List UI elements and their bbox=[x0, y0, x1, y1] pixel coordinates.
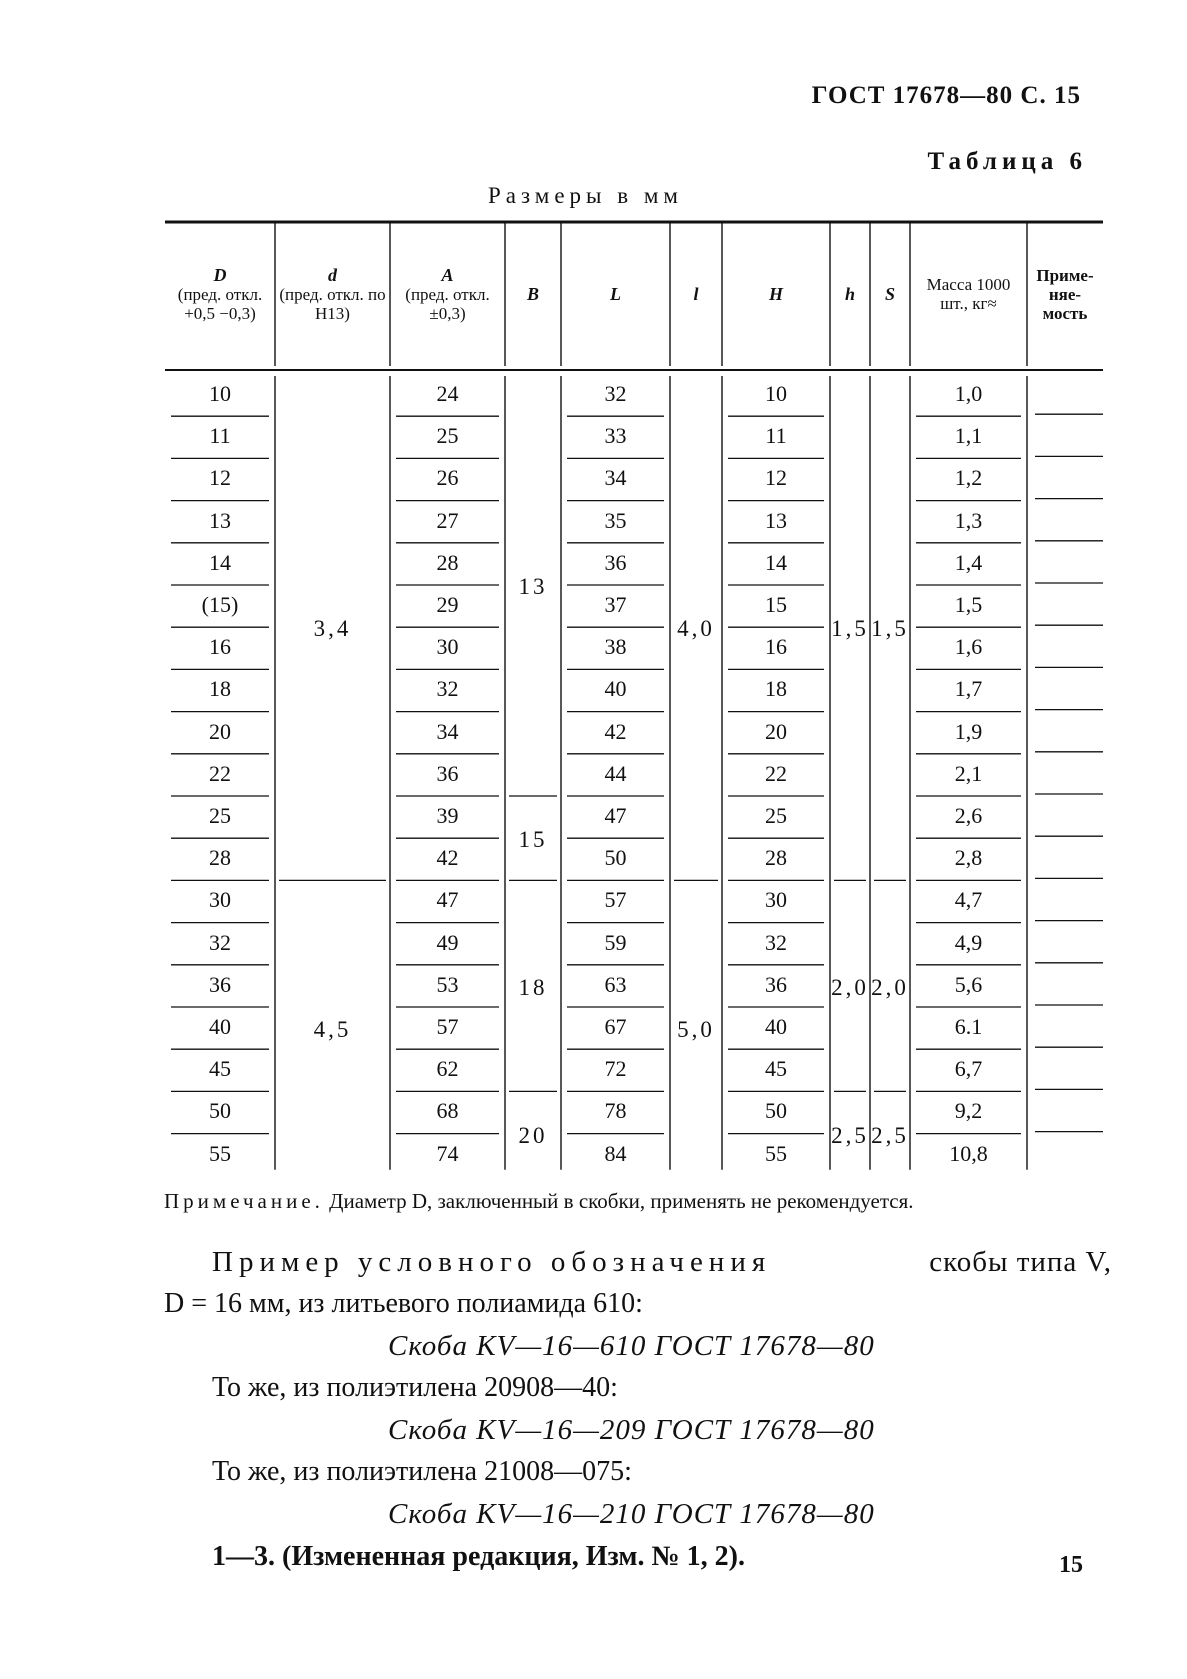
table-cell-D: 30 bbox=[209, 887, 231, 913]
header-d bbox=[275, 226, 390, 362]
header-S bbox=[870, 226, 910, 362]
header-symbol: S bbox=[884, 283, 895, 304]
table-cell-D: 12 bbox=[209, 465, 231, 491]
table-cell-H: 11 bbox=[765, 423, 787, 449]
table-cell-H: 13 bbox=[765, 507, 787, 533]
table-cell-H: 10 bbox=[765, 381, 787, 406]
merged-cell-S: 2,5 bbox=[871, 1122, 909, 1148]
table-cell-mass: 4,7 bbox=[954, 887, 983, 913]
table-cell-mass: 2,1 bbox=[954, 760, 983, 786]
example-intro-spaced: Пример условного обозначения bbox=[212, 1246, 772, 1278]
designation-1: Скоба KV—16—610 ГОСТ 17678—80 bbox=[388, 1330, 875, 1362]
units-label-text: Размеры в мм bbox=[488, 183, 683, 208]
table-cell-A: 74 bbox=[436, 1140, 459, 1166]
merged-cell-h: 2,0 bbox=[831, 974, 869, 1000]
table-cell-A: 53 bbox=[436, 971, 459, 997]
table-cell-mass: 1,9 bbox=[954, 718, 983, 744]
dimensions-table bbox=[165, 218, 1103, 1178]
table-cell-mass: 1,4 bbox=[954, 549, 983, 575]
merged-cell-l: 5,0 bbox=[677, 1017, 715, 1043]
table-cell-A: 36 bbox=[436, 760, 459, 786]
header-symbol: h bbox=[844, 283, 855, 304]
table-cell-A: 27 bbox=[436, 507, 459, 533]
table-note bbox=[164, 1186, 1112, 1216]
table-cell-mass: 6.1 bbox=[954, 1014, 983, 1039]
header-l bbox=[670, 226, 722, 362]
table-cell-L: 78 bbox=[604, 1098, 627, 1124]
header-subtitle: (пред. откл. по H13) bbox=[279, 284, 386, 323]
table-cell-mass: 1,5 bbox=[954, 592, 983, 617]
table-cell-A: 28 bbox=[436, 549, 459, 575]
table-cell-L: 32 bbox=[604, 381, 627, 406]
table-cell-L: 42 bbox=[604, 718, 627, 744]
table-cell-L: 34 bbox=[604, 465, 627, 491]
merged-cell-d: 4,5 bbox=[313, 1017, 352, 1043]
table-cell-D: 11 bbox=[209, 423, 231, 449]
table-cell-D: 18 bbox=[209, 676, 231, 702]
table-cell-mass: 1,1 bbox=[954, 423, 983, 449]
table-cell-D: 25 bbox=[209, 803, 231, 828]
table-cell-L: 72 bbox=[604, 1056, 627, 1082]
header-mass bbox=[910, 226, 1027, 362]
table-cell-L: 84 bbox=[604, 1140, 627, 1166]
table-cell-L: 40 bbox=[604, 676, 627, 702]
table-cell-H: 40 bbox=[765, 1014, 787, 1039]
table-cell-L: 44 bbox=[604, 760, 627, 786]
table-cell-D: 45 bbox=[209, 1056, 231, 1082]
table-cell-D: 13 bbox=[209, 507, 231, 533]
header-h bbox=[830, 226, 870, 362]
merged-cell-h: 2,5 bbox=[831, 1122, 869, 1148]
table-cell-H: 25 bbox=[765, 803, 787, 828]
table-cell-mass: 1,2 bbox=[954, 465, 983, 491]
table-cell-D: 28 bbox=[209, 845, 231, 871]
table-cell-L: 35 bbox=[604, 507, 627, 533]
table-cell-A: 24 bbox=[436, 381, 459, 406]
merged-cell-S: 2,0 bbox=[871, 974, 909, 1000]
table-cell-L: 38 bbox=[604, 634, 627, 660]
table-cell-A: 49 bbox=[436, 929, 459, 955]
table-cell-H: 20 bbox=[765, 718, 787, 744]
designation-3: Скоба KV—16—210 ГОСТ 17678—80 bbox=[388, 1498, 875, 1530]
page-number: 15 bbox=[1059, 1552, 1083, 1578]
example-intro bbox=[212, 1246, 1112, 1279]
table-cell-mass: 1,3 bbox=[954, 507, 983, 533]
table-cell-A: 47 bbox=[436, 887, 459, 913]
table-cell-D: 50 bbox=[209, 1098, 231, 1124]
table-cell-mass: 9,2 bbox=[954, 1098, 983, 1124]
change-reference: 1—3. (Измененная редакция, Изм. № 1, 2). bbox=[212, 1541, 745, 1572]
table-cell-D: 32 bbox=[209, 929, 231, 955]
table-cell-H: 32 bbox=[765, 929, 787, 955]
designation-2: Скоба KV—16—209 ГОСТ 17678—80 bbox=[388, 1414, 875, 1446]
example-line-4: То же, из полиэтилена 21008—075: bbox=[212, 1456, 632, 1487]
table-cell-L: 36 bbox=[604, 549, 627, 575]
table-cell-mass: 4,9 bbox=[954, 929, 983, 955]
header-use bbox=[1027, 226, 1103, 362]
units-label bbox=[0, 183, 1187, 209]
table-cell-mass: 10,8 bbox=[949, 1140, 988, 1166]
header-A bbox=[390, 226, 505, 362]
table-cell-H: 15 bbox=[765, 592, 787, 617]
header-symbol: L bbox=[610, 283, 621, 304]
merged-cell-S: 1,5 bbox=[871, 616, 909, 642]
example-intro-rest: скобы типа V, bbox=[929, 1246, 1112, 1278]
header-symbol: H bbox=[768, 283, 783, 304]
table-cell-D: 16 bbox=[209, 634, 231, 660]
table-cell-A: 30 bbox=[436, 634, 459, 660]
note-label: Примечание. bbox=[164, 1189, 324, 1213]
table-cell-L: 37 bbox=[604, 592, 627, 617]
table-cell-D: 20 bbox=[209, 718, 231, 744]
header-symbol: l bbox=[693, 283, 699, 304]
table-cell-H: 22 bbox=[765, 760, 787, 786]
table-cell-A: 25 bbox=[436, 423, 459, 449]
header-H bbox=[722, 226, 830, 362]
header-symbol: D bbox=[213, 264, 227, 285]
table-cell-L: 63 bbox=[604, 971, 627, 997]
table-cell-D: 10 bbox=[209, 381, 231, 406]
table-cell-D: (15) bbox=[201, 592, 239, 617]
merged-cell-B: 18 bbox=[518, 974, 548, 1000]
table-cell-D: 40 bbox=[209, 1014, 231, 1039]
table-cell-H: 55 bbox=[765, 1140, 787, 1166]
table-cell-mass: 1,0 bbox=[954, 381, 983, 406]
example-line-3: То же, из полиэтилена 20908—40: bbox=[212, 1372, 618, 1403]
table-cell-mass: 2,6 bbox=[954, 803, 983, 828]
table-cell-mass: 1,7 bbox=[954, 676, 983, 702]
table-cell-L: 67 bbox=[604, 1014, 627, 1039]
table-cell-D: 36 bbox=[209, 971, 231, 997]
table-cell-A: 32 bbox=[436, 676, 459, 702]
header-L bbox=[561, 226, 670, 362]
table-cell-mass: 1,6 bbox=[954, 634, 983, 660]
table-cell-mass: 2,8 bbox=[954, 845, 983, 871]
header-subtitle: Масса 1000 шт., кг≈ bbox=[926, 275, 1011, 313]
table-cell-mass: 6,7 bbox=[954, 1056, 983, 1082]
merged-cell-h: 1,5 bbox=[831, 616, 869, 642]
table-cell-A: 34 bbox=[436, 718, 459, 744]
table-cell-H: 18 bbox=[765, 676, 787, 702]
merged-cell-B: 15 bbox=[518, 827, 548, 853]
table-cell-L: 59 bbox=[604, 929, 627, 955]
table-cell-D: 55 bbox=[209, 1140, 231, 1166]
table-cell-H: 28 bbox=[765, 845, 787, 871]
header-D bbox=[165, 226, 275, 362]
merged-cell-l: 4,0 bbox=[677, 616, 715, 642]
merged-cell-B: 20 bbox=[518, 1122, 548, 1148]
table-cell-L: 47 bbox=[604, 803, 627, 828]
table-cell-H: 14 bbox=[765, 549, 787, 575]
header-subtitle: (пред. откл. +0,5 −0,3) bbox=[177, 284, 263, 323]
document-header: ГОСТ 17678—80 С. 15 bbox=[811, 82, 1081, 109]
header-B bbox=[505, 226, 561, 362]
table-cell-H: 36 bbox=[765, 971, 787, 997]
table-cell-H: 16 bbox=[765, 634, 787, 660]
header-subtitle: Приме- няе- мость bbox=[1036, 265, 1094, 323]
note-text: Диаметр D, заключенный в скобки, применять не рекомендуется. bbox=[329, 1189, 914, 1213]
merged-cell-B: 13 bbox=[518, 574, 548, 599]
header-symbol: A bbox=[441, 264, 454, 285]
table-cell-L: 33 bbox=[604, 423, 627, 449]
table-cell-D: 22 bbox=[209, 760, 231, 786]
table-cell-A: 26 bbox=[436, 465, 459, 491]
table-cell-H: 45 bbox=[765, 1056, 787, 1082]
header-symbol: d bbox=[328, 264, 337, 285]
table-cell-H: 50 bbox=[765, 1098, 787, 1124]
header-symbol: B bbox=[526, 283, 539, 304]
table-cell-mass: 5,6 bbox=[954, 971, 983, 997]
table-cell-H: 12 bbox=[765, 465, 787, 491]
table-label: Таблица 6 bbox=[927, 148, 1087, 175]
table-cell-L: 57 bbox=[604, 887, 627, 913]
table-cell-A: 68 bbox=[436, 1098, 459, 1124]
table-cell-A: 39 bbox=[436, 803, 459, 828]
header-subtitle: (пред. откл. ±0,3) bbox=[405, 284, 490, 323]
table-cell-L: 50 bbox=[604, 845, 627, 871]
table-cell-H: 30 bbox=[765, 887, 787, 913]
table-cell-A: 42 bbox=[436, 845, 459, 871]
table-cell-D: 14 bbox=[209, 549, 231, 575]
table-cell-A: 57 bbox=[436, 1014, 459, 1039]
table-cell-A: 29 bbox=[436, 592, 459, 617]
table-cell-A: 62 bbox=[436, 1056, 459, 1082]
example-line-2: D = 16 мм, из литьевого полиамида 610: bbox=[164, 1288, 643, 1319]
merged-cell-d: 3,4 bbox=[313, 616, 352, 642]
